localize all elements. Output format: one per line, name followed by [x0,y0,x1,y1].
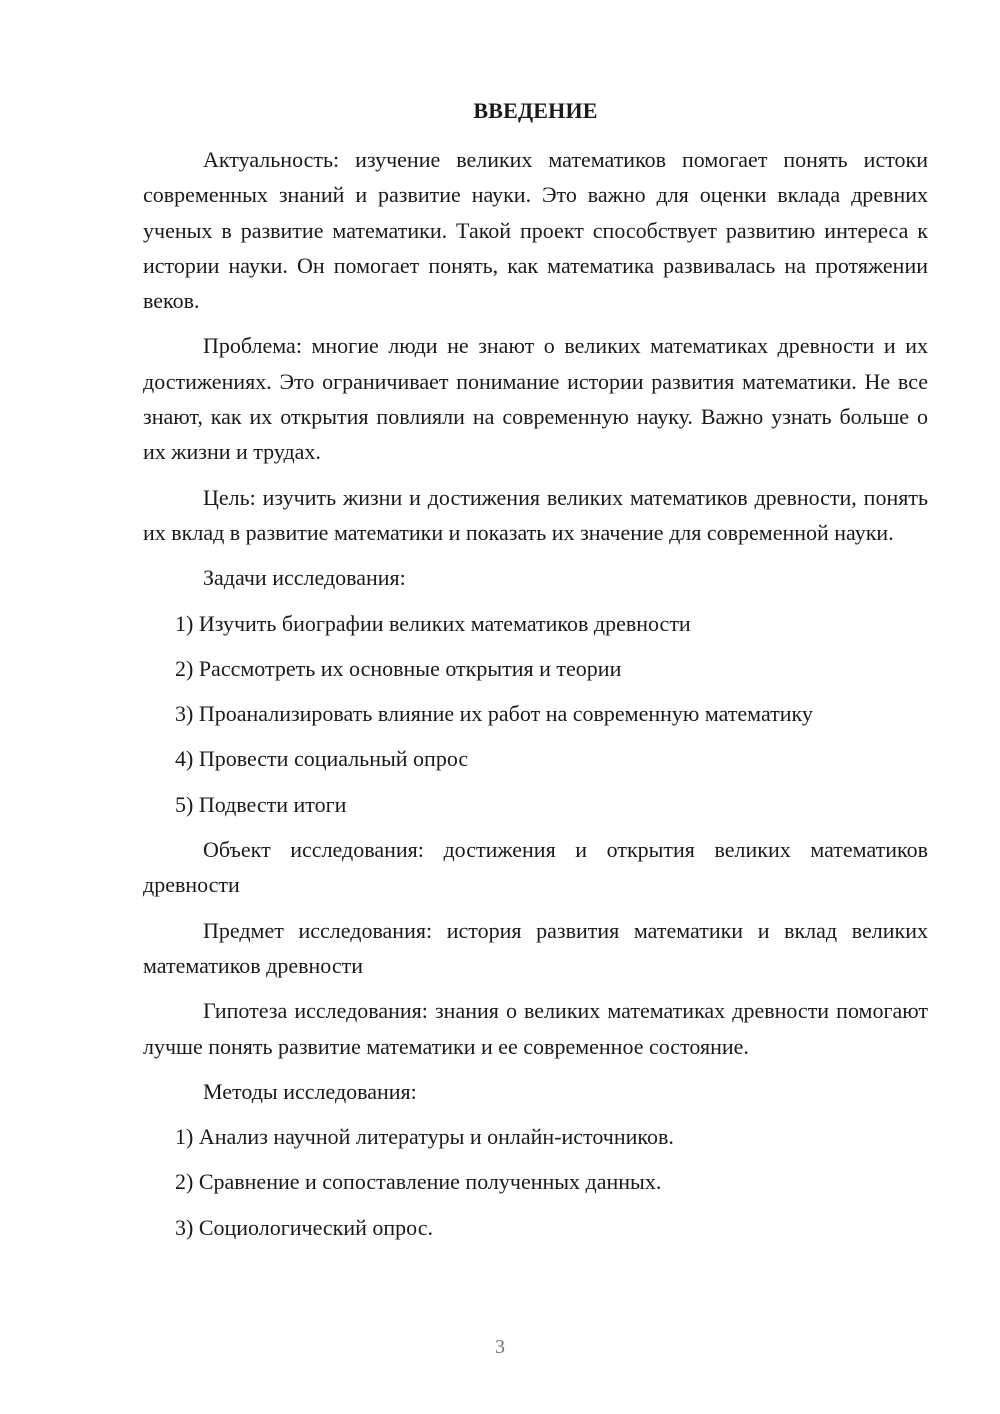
subject-paragraph: Предмет исследования: история развития математики и вклад великих математиков древности [143,917,928,978]
task-item: 1) Изучить биографии великих математиков древности [175,610,691,636]
object-paragraph: Объект исследования: достижения и открытия великих математиков древности [143,837,928,898]
goal-paragraph: Цель: изучить жизни и достижения великих математиков древности, понять их вклад в развитие математики и показать их значение для современной науки. [143,484,928,545]
tasks-title: Задачи исследования: [203,565,406,591]
hypothesis-paragraph: Гипотеза исследования: знания о великих математиках древности помогают лучше понять развитие математики и ее современное состояние. [143,998,928,1059]
method-item: 3) Социологический опрос. [175,1214,433,1240]
problem-paragraph: Проблема: многие люди не знают о великих математиках древности и их достижениях. Это ограничивает понимание истории развития математики. Не все знают, как их открытия повлияли на современную науку. Важно узнать больше о их жизни и трудах. [143,333,928,465]
section-heading: ВВЕДЕНИЕ [473,98,598,123]
introduction-body [143,142,928,1255]
page-number: 3 [495,1336,505,1358]
task-item: 4) Провести социальный опрос [175,746,469,772]
method-item: 1) Анализ научной литературы и онлайн-источников. [175,1124,674,1150]
actuality-paragraph: Актуальность: изучение великих математиков помогает понять истоки современных знаний и развитие науки. Это важно для оценки вклада древних ученых в развитие математики. Такой проект способствует развитию интереса к истории науки. Он помогает понять, как математика развивалась на протяжении веков. [143,147,928,314]
task-item: 2) Рассмотреть их основные открытия и теории [175,655,622,681]
task-item: 5) Подвести итоги [175,791,347,817]
method-item: 2) Сравнение и сопоставление полученных данных. [175,1169,662,1195]
methods-title: Методы исследования: [203,1078,417,1104]
task-item: 3) Проанализировать влияние их работ на современную математику [175,701,813,727]
